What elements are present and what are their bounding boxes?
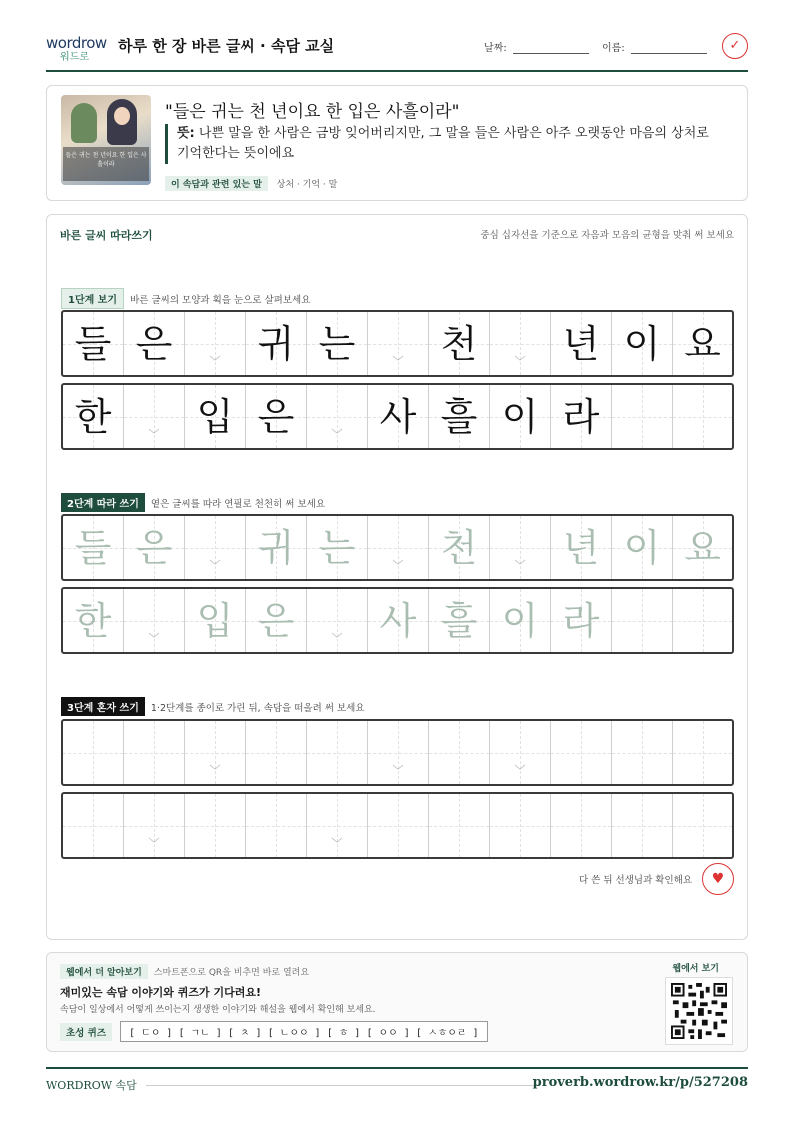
writing-cell <box>307 385 368 448</box>
writing-char: 년 <box>562 525 600 570</box>
proverb-text: "들은 귀는 천 년이요 한 입은 사흘이라" <box>165 102 460 122</box>
space-mark-icon: ﹀ <box>209 559 221 572</box>
writing-char: 은 <box>135 525 173 570</box>
qr-code-graphic <box>671 983 727 1039</box>
writing-cell[interactable] <box>185 721 246 784</box>
writing-cell[interactable] <box>612 794 673 857</box>
writing-cell[interactable] <box>246 589 307 652</box>
writing-row[interactable] <box>61 587 734 654</box>
space-mark-icon: ﹀ <box>392 764 404 777</box>
writing-char: 이 <box>623 321 661 366</box>
space-mark-icon: ﹀ <box>392 355 404 368</box>
step-2-desc: 옅은 글씨를 따라 연필로 천천히 써 보세요 <box>150 499 326 510</box>
writing-cell <box>612 312 673 375</box>
writing-cell[interactable] <box>673 721 732 784</box>
qr-label: 웹에서 보기 <box>672 964 719 974</box>
writing-cell[interactable] <box>124 794 185 857</box>
step-2-badge: 2단계 따라 쓰기 <box>61 493 145 512</box>
writing-cell[interactable] <box>63 794 124 857</box>
writing-cell[interactable] <box>246 794 307 857</box>
writing-cell <box>246 312 307 375</box>
writing-char: 년 <box>562 321 600 366</box>
space-mark-icon: ﹀ <box>148 632 160 645</box>
writing-cell[interactable] <box>551 721 612 784</box>
writing-char: 요 <box>684 321 721 366</box>
footer-brand: WORDROW 속담 <box>46 1079 137 1092</box>
writing-cell[interactable] <box>185 589 246 652</box>
writing-char: 귀 <box>257 321 295 366</box>
writing-cell <box>429 385 490 448</box>
web-headline: 재미있는 속담 이야기와 퀴즈가 기다려요! <box>60 986 261 999</box>
writing-cell[interactable] <box>368 589 429 652</box>
space-mark-icon: ﹀ <box>392 559 404 572</box>
page-footer <box>46 1067 748 1097</box>
web-info-box <box>46 952 748 1052</box>
writing-cell[interactable] <box>490 794 551 857</box>
writing-char: 는 <box>318 525 356 570</box>
writing-cell[interactable] <box>185 516 246 579</box>
wordrow-logo-sub: 워드로 <box>60 52 89 63</box>
writing-cell <box>673 385 732 448</box>
writing-char: 사 <box>379 598 417 643</box>
illustration-face <box>114 107 130 125</box>
writing-cell[interactable] <box>307 794 368 857</box>
practice-section <box>46 214 748 940</box>
wordrow-logo: wordrow <box>46 34 107 52</box>
writing-char: 요 <box>684 525 721 570</box>
writing-cell[interactable] <box>307 721 368 784</box>
writing-cell <box>124 312 185 375</box>
quiz-box: [ ㄷㅇ ] [ ㄱㄴ ] [ ㅊ ] [ ㄴㅇㅇ ] [ ㅎ ] [ ㅇㅇ ] [ ㅅㅎㅇㄹ ] <box>120 1021 488 1042</box>
writing-char: 라 <box>562 394 600 439</box>
web-more-hint: 스마트폰으로 QR을 비추면 바로 열려요 <box>153 968 310 978</box>
writing-cell[interactable] <box>673 516 732 579</box>
practice-title: 바른 글씨 따라쓰기 <box>60 229 153 242</box>
writing-cell[interactable] <box>551 589 612 652</box>
writing-char: 귀 <box>257 525 295 570</box>
writing-cell[interactable] <box>185 794 246 857</box>
writing-cell[interactable] <box>612 516 673 579</box>
practice-hint: 중심 십자선을 기준으로 자음과 모음의 균형을 맞춰 써 보세요 <box>480 230 734 241</box>
date-label: 날짜: <box>484 43 507 54</box>
writing-row[interactable] <box>61 514 734 581</box>
writing-row[interactable] <box>61 792 734 859</box>
date-line <box>513 53 589 54</box>
writing-cell <box>673 312 732 375</box>
writing-cell[interactable] <box>63 721 124 784</box>
writing-char: 들 <box>74 525 112 570</box>
footer-url[interactable]: proverb.wordrow.kr/p/527208 <box>532 1075 748 1090</box>
writing-char: 은 <box>257 598 295 643</box>
writing-cell <box>63 312 124 375</box>
name-line <box>631 53 707 54</box>
writing-char: 천 <box>440 525 478 570</box>
proverb-meaning <box>165 124 725 164</box>
writing-row[interactable] <box>61 719 734 786</box>
space-mark-icon: ﹀ <box>331 837 343 850</box>
step-1-desc: 바른 글씨의 모양과 획을 눈으로 살펴보세요 <box>130 295 311 306</box>
writing-cell <box>185 385 246 448</box>
space-mark-icon: ﹀ <box>514 355 526 368</box>
writing-cell <box>490 385 551 448</box>
writing-cell[interactable] <box>124 721 185 784</box>
space-mark-icon: ﹀ <box>331 428 343 441</box>
writing-cell[interactable] <box>307 589 368 652</box>
web-description: 속담이 일상에서 어떻게 쓰이는지 생생한 이야기와 해설을 웹에서 확인해 보세요. <box>60 1005 376 1015</box>
writing-cell <box>124 385 185 448</box>
name-field <box>602 39 707 54</box>
writing-cell <box>551 312 612 375</box>
writing-char: 천 <box>440 321 478 366</box>
writing-char: 은 <box>135 321 173 366</box>
writing-char: 흘 <box>440 598 478 643</box>
writing-char: 는 <box>318 321 356 366</box>
step-3-header <box>61 697 365 716</box>
writing-cell[interactable] <box>307 516 368 579</box>
writing-cell[interactable] <box>429 589 490 652</box>
writing-row <box>61 383 734 450</box>
web-more-label: 웹에서 더 알아보기 <box>60 964 148 979</box>
writing-cell[interactable] <box>63 589 124 652</box>
writing-cell <box>307 312 368 375</box>
writing-cell[interactable] <box>612 721 673 784</box>
writing-cell[interactable] <box>63 516 124 579</box>
writing-cell[interactable] <box>368 516 429 579</box>
quiz-label: 초성 퀴즈 <box>60 1023 112 1041</box>
page-title: 하루 한 장 바른 글씨 · 속담 교실 <box>118 37 335 55</box>
check-stamp-icon: ✓ <box>722 33 748 59</box>
writing-char: 이 <box>623 525 661 570</box>
check-instruction: 다 쓴 뒤 선생님과 확인해요 <box>578 875 692 886</box>
space-mark-icon: ﹀ <box>148 428 160 441</box>
step-1-header <box>61 288 310 309</box>
writing-cell[interactable] <box>551 794 612 857</box>
proverb-card <box>46 85 748 201</box>
step-3-desc: 1·2단계를 종이로 가린 뒤, 속담을 떠올려 써 보세요 <box>150 703 365 714</box>
writing-cell <box>368 385 429 448</box>
step-3-badge: 3단계 혼자 쓰기 <box>61 697 145 716</box>
writing-cell[interactable] <box>490 516 551 579</box>
writing-cell <box>612 385 673 448</box>
space-mark-icon: ﹀ <box>514 559 526 572</box>
writing-cell[interactable] <box>490 721 551 784</box>
writing-cell[interactable] <box>551 516 612 579</box>
chosung-quiz <box>60 1021 488 1042</box>
writing-cell <box>246 385 307 448</box>
writing-cell[interactable] <box>429 516 490 579</box>
meaning-text: 나쁜 말을 한 사람은 금방 잊어버리지만, 그 말을 들은 사람은 아주 오랫동안 마음의 상처로 기억한다는 뜻이에요 <box>177 126 709 161</box>
writing-cell[interactable] <box>124 589 185 652</box>
writing-char: 이 <box>501 394 539 439</box>
writing-cell <box>368 312 429 375</box>
step-2-header <box>61 493 325 512</box>
writing-char: 한 <box>74 598 112 643</box>
space-mark-icon: ﹀ <box>514 764 526 777</box>
writing-char: 입 <box>196 394 234 439</box>
illustration-person-left <box>71 103 97 143</box>
writing-cell[interactable] <box>673 589 732 652</box>
writing-cell <box>490 312 551 375</box>
space-mark-icon: ﹀ <box>209 355 221 368</box>
writing-cell[interactable] <box>673 794 732 857</box>
related-list: 상처 · 기억 · 말 <box>276 180 338 190</box>
writing-cell[interactable] <box>368 794 429 857</box>
step-1-badge: 1단계 보기 <box>61 288 124 309</box>
writing-cell <box>429 312 490 375</box>
page-header <box>46 30 748 72</box>
writing-cell[interactable] <box>246 516 307 579</box>
writing-cell[interactable] <box>490 589 551 652</box>
web-more <box>60 964 309 979</box>
footer-rule <box>146 1085 538 1086</box>
writing-cell[interactable] <box>429 721 490 784</box>
meaning-label: 뜻: <box>177 126 195 141</box>
writing-char: 라 <box>562 598 600 643</box>
related-label: 이 속담과 관련 있는 말 <box>165 176 268 191</box>
writing-cell[interactable] <box>612 589 673 652</box>
date-field <box>484 39 589 54</box>
writing-cell[interactable] <box>246 721 307 784</box>
qr-code-icon[interactable] <box>665 977 733 1045</box>
writing-char: 입 <box>196 598 234 643</box>
writing-char: 사 <box>379 394 417 439</box>
writing-char: 이 <box>501 598 539 643</box>
illustration-caption: 들은 귀는 천 년이요 한 입은 사흘이라 <box>63 147 149 181</box>
writing-cell <box>551 385 612 448</box>
name-label: 이름: <box>602 43 625 54</box>
writing-char: 들 <box>74 321 112 366</box>
heart-stamp-icon: ♥ <box>702 863 734 895</box>
writing-row <box>61 310 734 377</box>
writing-cell <box>185 312 246 375</box>
writing-cell[interactable] <box>429 794 490 857</box>
writing-char: 흘 <box>440 394 478 439</box>
space-mark-icon: ﹀ <box>148 837 160 850</box>
space-mark-icon: ﹀ <box>331 632 343 645</box>
writing-cell[interactable] <box>368 721 429 784</box>
writing-cell[interactable] <box>124 516 185 579</box>
writing-char: 한 <box>74 394 112 439</box>
proverb-illustration <box>61 95 151 185</box>
writing-char: 은 <box>257 394 295 439</box>
writing-cell <box>63 385 124 448</box>
related-words <box>165 176 337 191</box>
space-mark-icon: ﹀ <box>209 764 221 777</box>
